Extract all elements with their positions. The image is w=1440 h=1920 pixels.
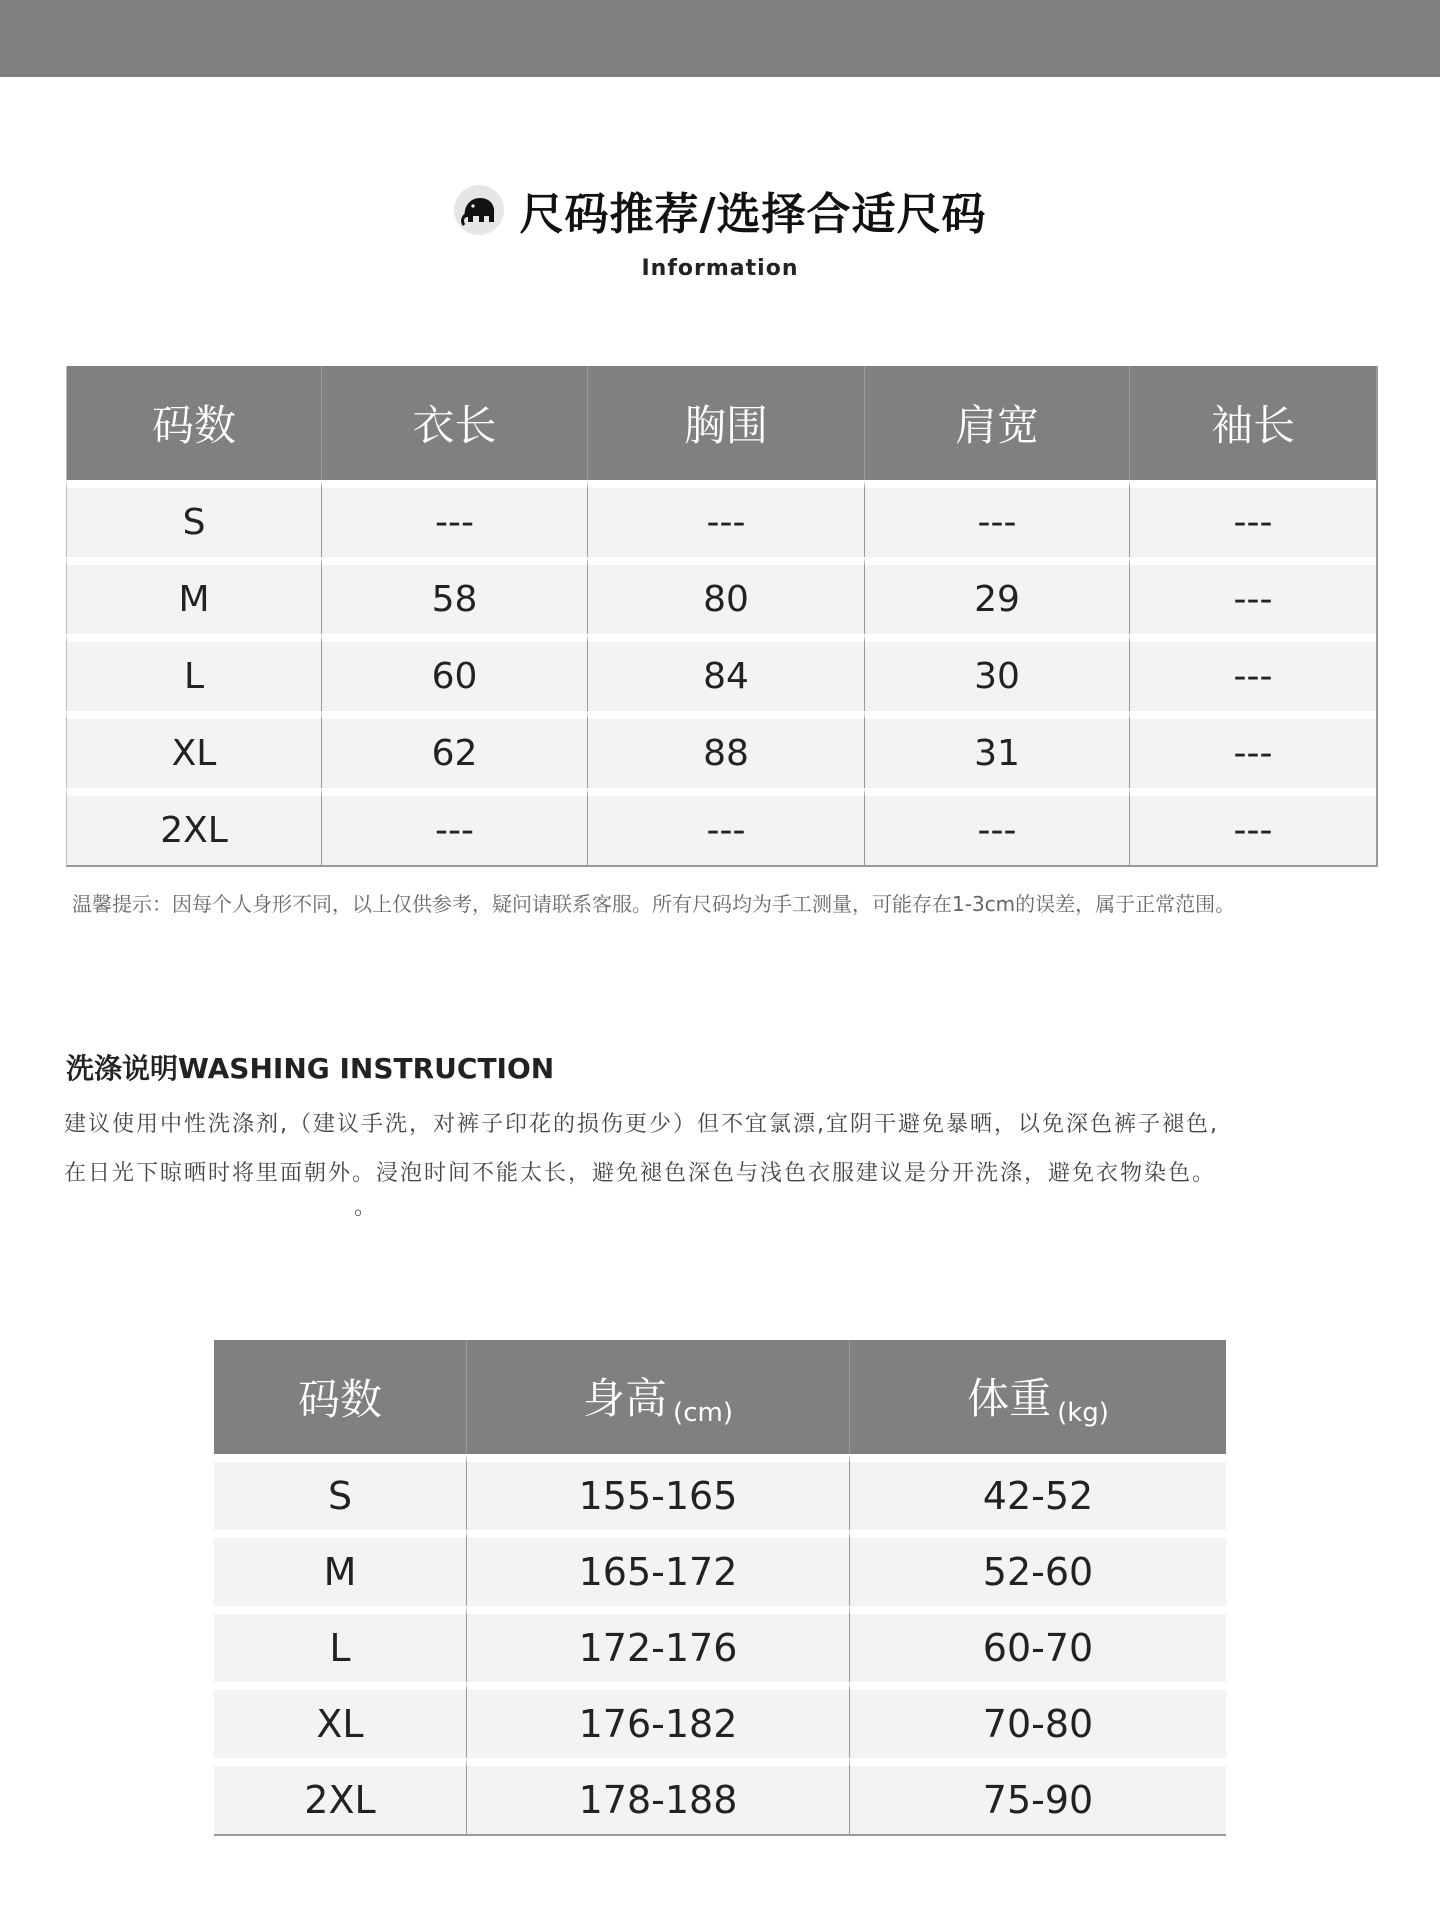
recommend-header-cell bbox=[467, 1340, 850, 1454]
table-cell: 70-80 bbox=[850, 1682, 1226, 1758]
table-row bbox=[66, 634, 1376, 711]
header-label: 码数 bbox=[297, 1375, 382, 1424]
table-cell: 60-70 bbox=[850, 1606, 1226, 1682]
table-cell: --- bbox=[865, 788, 1130, 867]
table-cell: 2XL bbox=[66, 788, 322, 867]
table-cell: 172-176 bbox=[467, 1606, 850, 1682]
table-row bbox=[66, 480, 1376, 557]
size-header-cell: 肩宽 bbox=[865, 366, 1130, 480]
size-table-header-row bbox=[66, 366, 1376, 480]
table-cell: 80 bbox=[588, 557, 865, 634]
table-cell: --- bbox=[588, 480, 865, 557]
size-header-cell: 衣长 bbox=[322, 366, 588, 480]
table-cell: 29 bbox=[865, 557, 1130, 634]
top-banner-bar bbox=[0, 0, 1440, 77]
table-cell: --- bbox=[1130, 634, 1376, 711]
measurement-note: 温馨提示：因每个人身形不同，以上仅供参考，疑问请联系客服。所有尺码均为手工测量，可能存在1-3cm的误差，属于正常范围。 bbox=[72, 892, 1236, 916]
recommend-header-cell bbox=[214, 1340, 467, 1454]
washing-line: 在日光下晾晒时将里面朝外。浸泡时间不能太长，避免褪色深色与浅色衣服建议是分开洗涤，避免衣物染色。 bbox=[64, 1161, 1217, 1186]
table-cell: S bbox=[66, 480, 322, 557]
table-cell: --- bbox=[1130, 711, 1376, 788]
table-row bbox=[66, 557, 1376, 634]
table-cell: M bbox=[66, 557, 322, 634]
table-cell: 60 bbox=[322, 634, 588, 711]
size-header-cell: 袖长 bbox=[1130, 366, 1376, 480]
table-row bbox=[214, 1682, 1226, 1758]
table-row bbox=[214, 1758, 1226, 1836]
table-row bbox=[214, 1454, 1226, 1530]
page-title: 尺码推荐/选择合适尺码 bbox=[519, 189, 987, 240]
table-cell: --- bbox=[322, 788, 588, 867]
table-cell: --- bbox=[1130, 557, 1376, 634]
washing-title: 洗涤说明WASHING INSTRUCTION bbox=[66, 1052, 555, 1085]
table-cell: --- bbox=[322, 480, 588, 557]
washing-line: 建议使用中性洗涤剂,（建议手洗，对裤子印花的损伤更少）但不宜氯漂,宜阴干避免暴晒，以免深色裤子褪色, bbox=[64, 1112, 1219, 1137]
recommend-header-cell bbox=[850, 1340, 1226, 1454]
table-cell: 75-90 bbox=[850, 1758, 1226, 1836]
header-unit: (cm) bbox=[673, 1398, 733, 1428]
elephant-icon bbox=[453, 184, 505, 236]
size-table bbox=[66, 366, 1378, 867]
washing-body bbox=[64, 1100, 1394, 1198]
table-cell: 88 bbox=[588, 711, 865, 788]
table-cell: XL bbox=[66, 711, 322, 788]
table-cell: 178-188 bbox=[467, 1758, 850, 1836]
table-cell: 84 bbox=[588, 634, 865, 711]
recommend-header-row bbox=[214, 1340, 1226, 1454]
table-cell: 31 bbox=[865, 711, 1130, 788]
recommendation-table bbox=[214, 1340, 1226, 1836]
table-cell: --- bbox=[865, 480, 1130, 557]
washing-dot: 。 bbox=[354, 1195, 377, 1220]
table-cell: L bbox=[214, 1606, 467, 1682]
table-row bbox=[214, 1530, 1226, 1606]
size-header-cell: 胸围 bbox=[588, 366, 865, 480]
table-cell: 58 bbox=[322, 557, 588, 634]
table-cell: 2XL bbox=[214, 1758, 467, 1836]
page-subtitle: Information bbox=[641, 256, 799, 281]
table-row bbox=[214, 1606, 1226, 1682]
table-cell: 52-60 bbox=[850, 1530, 1226, 1606]
table-cell: 176-182 bbox=[467, 1682, 850, 1758]
table-cell: 155-165 bbox=[467, 1454, 850, 1530]
table-row bbox=[66, 788, 1376, 867]
title-row bbox=[0, 178, 1440, 242]
table-row bbox=[66, 711, 1376, 788]
table-cell: --- bbox=[588, 788, 865, 867]
table-cell: --- bbox=[1130, 480, 1376, 557]
header-unit: (kg) bbox=[1057, 1398, 1109, 1428]
table-cell: --- bbox=[1130, 788, 1376, 867]
header-label: 身高 bbox=[583, 1374, 668, 1423]
table-cell: 62 bbox=[322, 711, 588, 788]
table-cell: L bbox=[66, 634, 322, 711]
size-header-cell: 码数 bbox=[66, 366, 322, 480]
table-cell: 42-52 bbox=[850, 1454, 1226, 1530]
table-cell: 30 bbox=[865, 634, 1130, 711]
table-cell: M bbox=[214, 1530, 467, 1606]
table-cell: 165-172 bbox=[467, 1530, 850, 1606]
table-cell: XL bbox=[214, 1682, 467, 1758]
header-label: 体重 bbox=[967, 1374, 1052, 1423]
table-cell: S bbox=[214, 1454, 467, 1530]
